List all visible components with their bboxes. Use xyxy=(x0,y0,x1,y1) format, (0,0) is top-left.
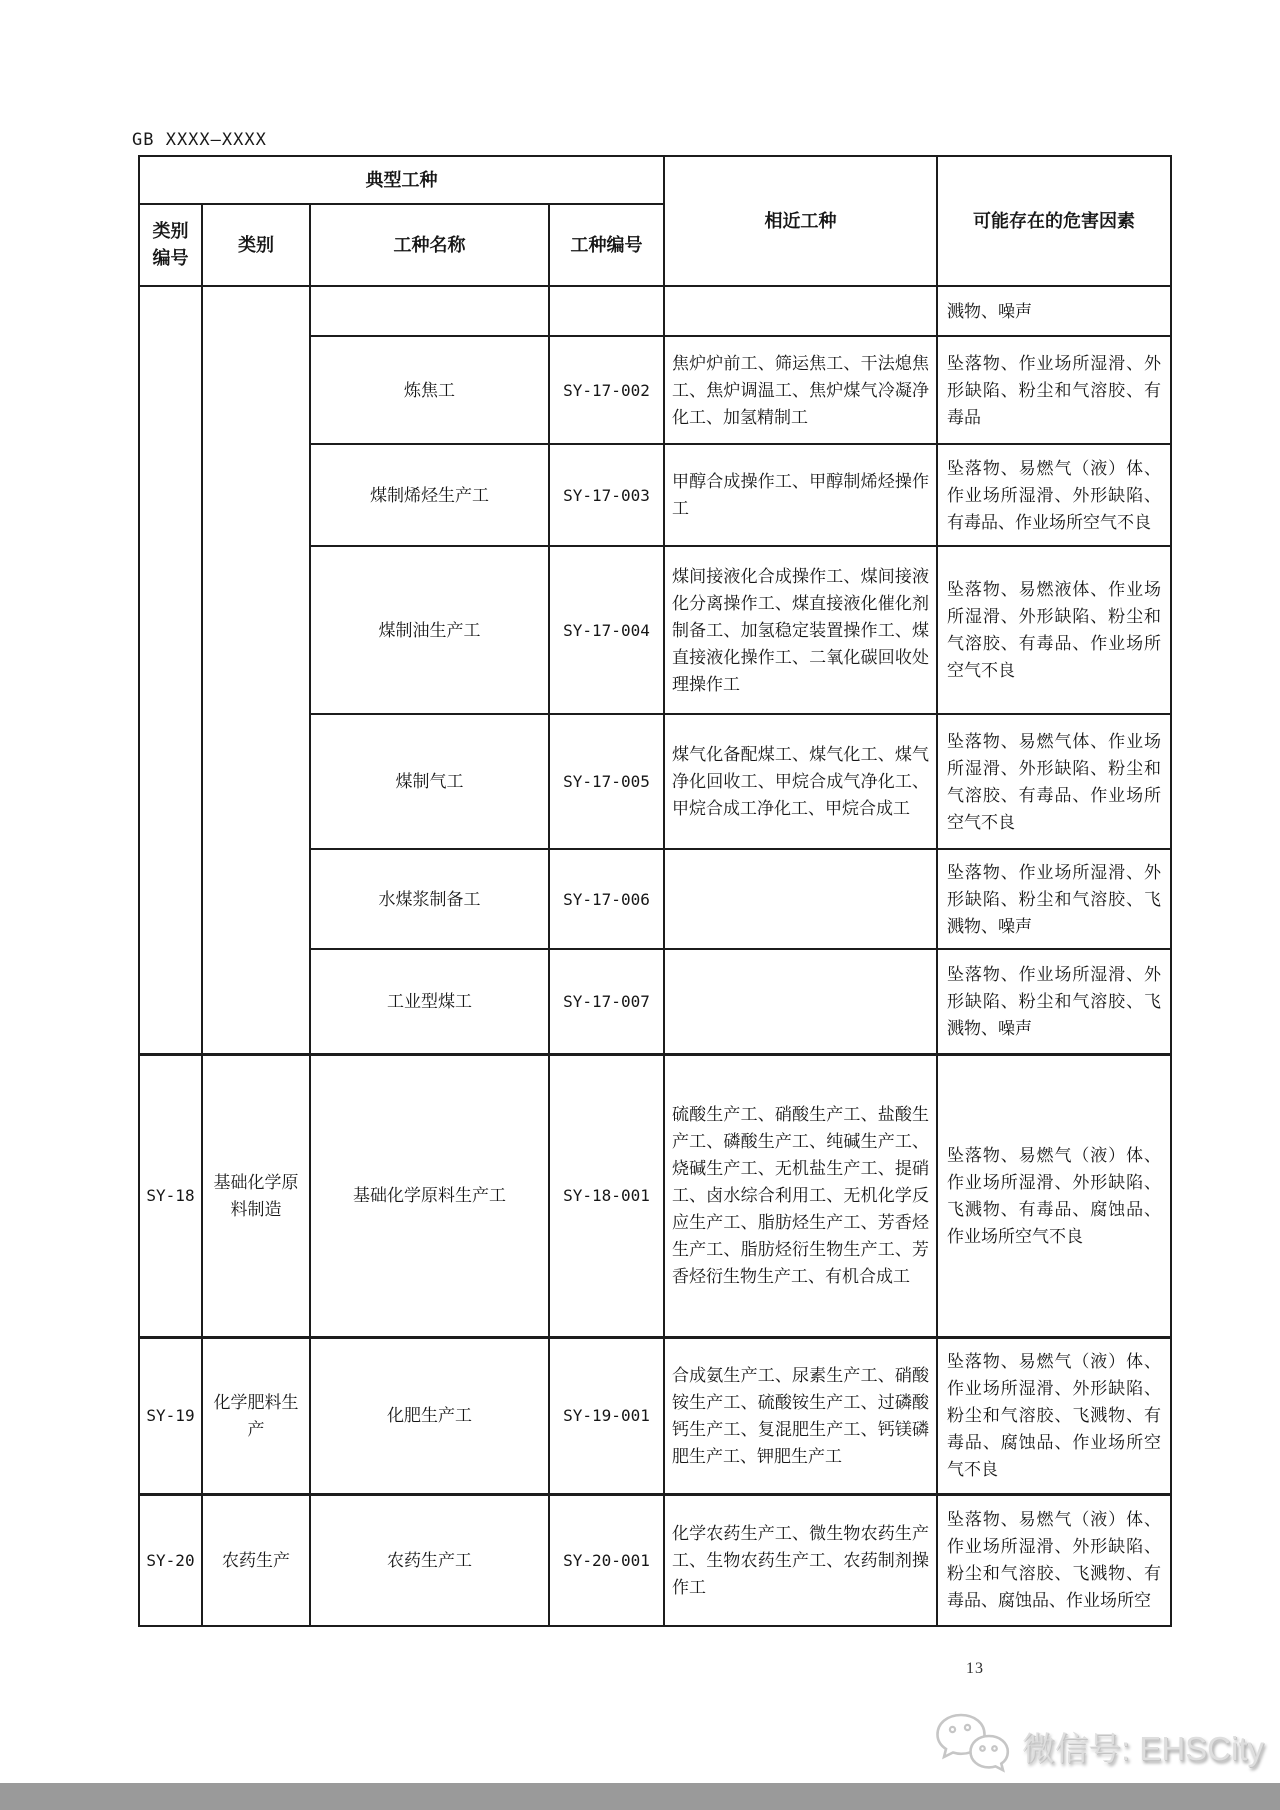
cell-hazards: 坠落物、作业场所湿滑、外形缺陷、粉尘和气溶胶、飞溅物、噪声 xyxy=(937,949,1171,1054)
cell-job-code: SY-17-004 xyxy=(549,546,664,714)
cell-category-no: SY-19 xyxy=(139,1337,202,1494)
cell-hazards: 坠落物、易燃气（液）体、作业场所湿滑、外形缺陷、粉尘和气溶胶、飞溅物、有毒品、腐蚀品、作业场所空 xyxy=(937,1494,1171,1626)
cell-hazards: 坠落物、作业场所湿滑、外形缺陷、粉尘和气溶胶、飞溅物、噪声 xyxy=(937,849,1171,949)
cell-job-code: SY-17-005 xyxy=(549,714,664,849)
cell-job-code: SY-18-001 xyxy=(549,1054,664,1337)
cell-category: 化学肥料生产 xyxy=(202,1337,310,1494)
header-row-1 xyxy=(139,156,1171,204)
cell-job-name: 水煤浆制备工 xyxy=(310,849,549,949)
cell-job-code: SY-17-006 xyxy=(549,849,664,949)
cell-category: 农药生产 xyxy=(202,1494,310,1626)
cell-job-name: 基础化学原料生产工 xyxy=(310,1054,549,1337)
cell-job-code: SY-17-007 xyxy=(549,949,664,1054)
cell-hazards: 坠落物、易燃气体、作业场所湿滑、外形缺陷、粉尘和气溶胶、有毒品、作业场所空气不良 xyxy=(937,714,1171,849)
table-row xyxy=(139,286,1171,336)
cell-category-carryover xyxy=(202,286,310,1054)
cell-similar-jobs: 硫酸生产工、硝酸生产工、盐酸生产工、磷酸生产工、纯碱生产工、烧碱生产工、无机盐生产工、提硝工、卤水综合利用工、无机化学反应生产工、脂肪烃生产工、芳香烃生产工、脂肪烃衍生物生产工、芳香烃衍生物生产工、有机合成工 xyxy=(664,1054,937,1337)
cell-similar-jobs: 合成氨生产工、尿素生产工、硝酸铵生产工、硫酸铵生产工、过磷酸钙生产工、复混肥生产工、钙镁磷肥生产工、钾肥生产工 xyxy=(664,1337,937,1494)
cell-job-name: 煤制油生产工 xyxy=(310,546,549,714)
cell-hazards: 坠落物、易燃气（液）体、作业场所湿滑、外形缺陷、飞溅物、有毒品、腐蚀品、作业场所空气不良 xyxy=(937,1054,1171,1337)
cell-job-name: 工业型煤工 xyxy=(310,949,549,1054)
header-category: 类别 xyxy=(202,204,310,286)
cell-category-no: SY-18 xyxy=(139,1054,202,1337)
table-row xyxy=(139,1337,1171,1494)
cell-job-name: 农药生产工 xyxy=(310,1494,549,1626)
cell-category-no: SY-20 xyxy=(139,1494,202,1626)
header-job-name: 工种名称 xyxy=(310,204,549,286)
cell-job-code: SY-20-001 xyxy=(549,1494,664,1626)
header-similar-jobs: 相近工种 xyxy=(664,156,937,286)
bottom-gray-band xyxy=(0,1783,1280,1810)
wechat-id-label: 微信号: EHSCity xyxy=(1021,1729,1264,1767)
cell-job-code: SY-19-001 xyxy=(549,1337,664,1494)
cell-similar-jobs: 焦炉炉前工、筛运焦工、干法熄焦工、焦炉调温工、焦炉煤气冷凝净化工、加氢精制工 xyxy=(664,336,937,444)
cell-job-code xyxy=(549,286,664,336)
table-row xyxy=(139,1054,1171,1337)
cell-job-name: 煤制气工 xyxy=(310,714,549,849)
cell-job-code: SY-17-002 xyxy=(549,336,664,444)
cell-job-name: 化肥生产工 xyxy=(310,1337,549,1494)
wechat-icon xyxy=(934,1712,1010,1780)
cell-hazards: 坠落物、易燃液体、作业场所湿滑、外形缺陷、粉尘和气溶胶、有毒品、作业场所空气不良 xyxy=(937,546,1171,714)
cell-category-no-carryover xyxy=(139,286,202,1054)
header-typical-jobs: 典型工种 xyxy=(139,156,664,204)
header-category-no: 类别编号 xyxy=(139,204,202,286)
cell-job-name: 炼焦工 xyxy=(310,336,549,444)
jobs-hazards-table xyxy=(138,155,1172,1627)
table-row xyxy=(139,1494,1171,1626)
cell-hazards: 坠落物、易燃气（液）体、作业场所湿滑、外形缺陷、有毒品、作业场所空气不良 xyxy=(937,444,1171,546)
cell-similar-jobs xyxy=(664,949,937,1054)
page-number: 13 xyxy=(966,1660,984,1677)
wechat-footer xyxy=(934,1712,1264,1780)
header-job-code: 工种编号 xyxy=(549,204,664,286)
cell-similar-jobs: 化学农药生产工、微生物农药生产工、生物农药生产工、农药制剂操作工 xyxy=(664,1494,937,1626)
cell-hazards: 坠落物、作业场所湿滑、外形缺陷、粉尘和气溶胶、有毒品 xyxy=(937,336,1171,444)
header-hazards: 可能存在的危害因素 xyxy=(937,156,1171,286)
cell-similar-jobs: 甲醇合成操作工、甲醇制烯烃操作工 xyxy=(664,444,937,546)
cell-similar-jobs: 煤气化备配煤工、煤气化工、煤气净化回收工、甲烷合成气净化工、甲烷合成工净化工、甲烷合成工 xyxy=(664,714,937,849)
cell-job-name: 煤制烯烃生产工 xyxy=(310,444,549,546)
cell-hazards: 坠落物、易燃气（液）体、作业场所湿滑、外形缺陷、粉尘和气溶胶、飞溅物、有毒品、腐蚀品、作业场所空气不良 xyxy=(937,1337,1171,1494)
cell-job-name xyxy=(310,286,549,336)
cell-similar-jobs xyxy=(664,849,937,949)
doc-code: GB XXXX—XXXX xyxy=(132,130,267,150)
cell-similar-jobs xyxy=(664,286,937,336)
cell-category: 基础化学原料制造 xyxy=(202,1054,310,1337)
cell-hazards: 溅物、噪声 xyxy=(937,286,1171,336)
cell-similar-jobs: 煤间接液化合成操作工、煤间接液化分离操作工、煤直接液化催化剂制备工、加氢稳定装置操作工、煤直接液化操作工、二氧化碳回收处理操作工 xyxy=(664,546,937,714)
cell-job-code: SY-17-003 xyxy=(549,444,664,546)
